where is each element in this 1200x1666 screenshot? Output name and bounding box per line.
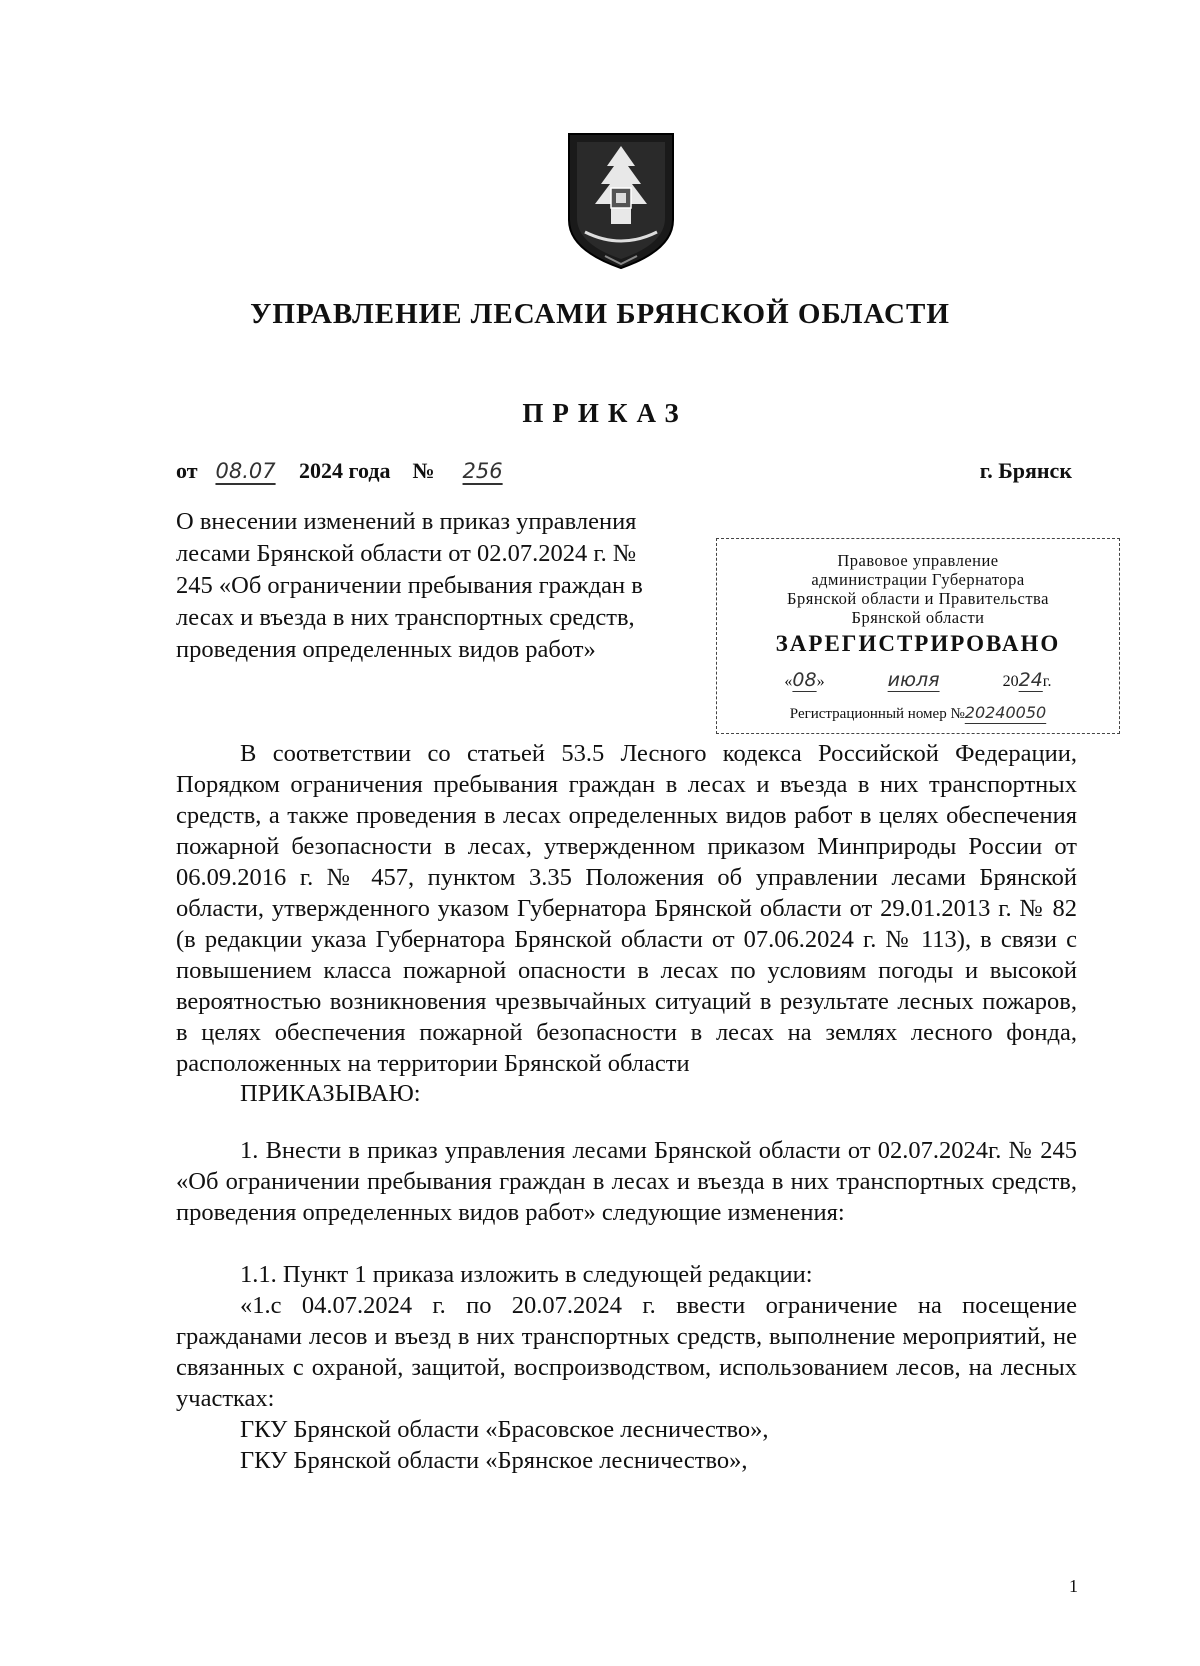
year-text: 2024 года xyxy=(299,458,391,483)
stamp-line: Брянской области и Правительства xyxy=(787,589,1049,608)
stamp-year: 24 xyxy=(1018,669,1043,691)
item-1-1-line: 1.1. Пункт 1 приказа изложить в следующей редакции: xyxy=(240,1261,813,1288)
stamp-line: Правовое управление xyxy=(837,551,999,570)
page-number: 1 xyxy=(1069,1576,1078,1596)
item-1-paragraph: 1. Внести в приказ управления лесами Брянской области от 02.07.2024г. № 245 «Об ограничении пребывания граждан в лесах и въезда в них транспортных средств, проведения определенных видов работ» следующие изменения: xyxy=(176,1137,1077,1226)
date-prefix: от xyxy=(176,458,198,483)
document-subject: О внесении изменений в приказ управления лесами Брянской области от 02.07.2024 г. № 245 «Об ограничении пребывания граждан в лесах и въезда в них транспортных средств, проведения определенных видов работ» xyxy=(176,508,643,663)
quoted-item-paragraph: «1.с 04.07.2024 г. по 20.07.2024 г. ввести ограничение на посещение гражданами лесов и въезд в них транспортных средств, выполнение мероприятий, не связанных с охраной, защитой, воспроизводством, использованием лесов, на лесных участках: xyxy=(176,1292,1077,1412)
coat-of-arms-icon xyxy=(565,128,677,272)
document-type-heading: ПРИКАЗ xyxy=(522,398,688,428)
forestry-list-item: ГКУ Брянской области «Брасовское лесничество», xyxy=(240,1416,769,1443)
stamp-reg-number: 20240050 xyxy=(964,703,1047,722)
order-word: ПРИКАЗЫВАЮ: xyxy=(240,1080,421,1107)
stamp-year-suffix: г. xyxy=(1042,673,1052,690)
stamp-reg-number-line xyxy=(717,703,1119,723)
handwritten-date: 08.07 xyxy=(215,459,276,483)
stamp-month: июля xyxy=(887,669,940,691)
forestry-list-item: ГКУ Брянской области «Брянское лесничество», xyxy=(240,1447,748,1474)
city-label: г. Брянск xyxy=(979,458,1072,483)
stamp-registered: ЗАРЕГИСТРИРОВАНО xyxy=(775,631,1061,656)
number-label: № xyxy=(412,458,435,483)
stamp-year-prefix: 20 xyxy=(1002,673,1019,690)
registration-stamp xyxy=(716,538,1120,734)
stamp-line: администрации Губернатора xyxy=(811,570,1025,589)
stamp-date-line: «08» июля 2024г. xyxy=(784,669,1052,691)
date-number-line xyxy=(176,458,531,484)
preamble-paragraph: В соответствии со статьей 53.5 Лесного кодекса Российской Федерации, Порядком ограничения пребывания граждан в лесах и въезда в них транспортных средств, а также проведения в лесах определенных видов работ в целях обеспечения пожарной безопасности в лесах, утвержденном приказом Минприроды России от 06.09.2016 г. № 457, пунктом 3.35 Положения об управлении лесами Брянской области, утвержденного указом Губернатора Брянской области от 29.01.2013 г. № 82 (в редакции указа Губернатора Брянской области от 07.06.2024 г. № 113), в связи с повышением класса пожарной опасности в лесах по условиям погоды и высокой вероятностью возникновения чрезвычайных ситуаций в результате лесных пожаров, в целях обеспечения пожарной безопасности в лесах на землях лесного фонда, расположенных на территории Брянской области xyxy=(176,740,1077,1077)
stamp-day: 08 xyxy=(792,669,817,691)
handwritten-number: 256 xyxy=(462,459,503,483)
stamp-reg-label: Регистрационный номер № xyxy=(789,706,965,722)
stamp-line: Брянской области xyxy=(851,608,985,627)
organization-title: УПРАВЛЕНИЕ ЛЕСАМИ БРЯНСКОЙ ОБЛАСТИ xyxy=(250,298,950,330)
